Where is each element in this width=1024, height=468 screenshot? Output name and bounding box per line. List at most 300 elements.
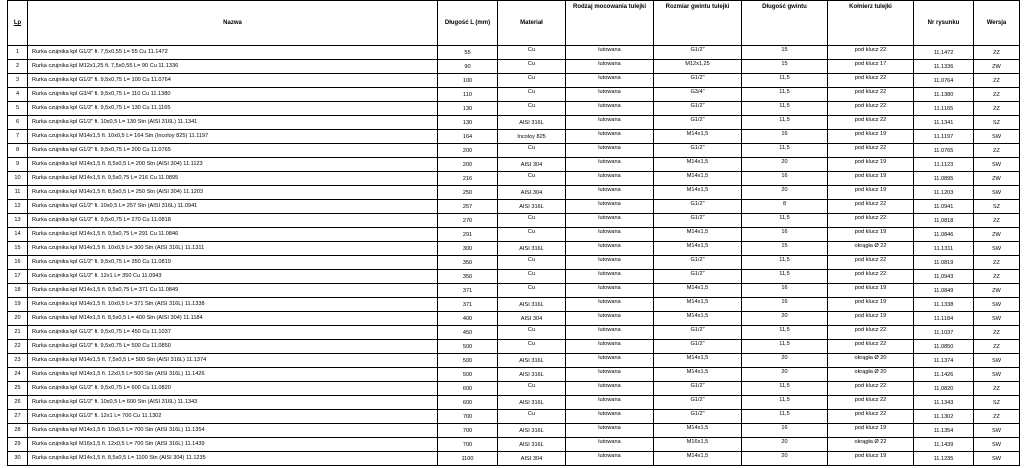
cell-collar: pod klucz 19 (828, 284, 914, 298)
cell-material: AISI 316L (498, 438, 566, 452)
cell-drawing: 11.1354 (914, 424, 974, 438)
cell-version: SW (974, 242, 1020, 256)
header-version: Wersja (974, 1, 1020, 46)
cell-drawing: 11.0846 (914, 228, 974, 242)
cell-name: Rurka czujnika kpl M14x1,5 fi. 10x0,5 L= 300 Stn (AISI 316L) 11.1311 (28, 242, 438, 256)
cell-lp: 7 (8, 130, 28, 144)
cell-thread-length: 16 (742, 228, 828, 242)
table-row (8, 200, 1020, 214)
cell-version: SW (974, 186, 1020, 200)
cell-length: 100 (438, 74, 498, 88)
cell-thread-size: G1/2" (654, 382, 742, 396)
cell-name: Rurka czujnika kpl G1/2" fi. 9,5x0,75 L= 450 Cu 11.1037 (28, 326, 438, 340)
cell-collar: pod klucz 22 (828, 46, 914, 60)
cell-collar: pod klucz 22 (828, 410, 914, 424)
cell-thread-size: G1/2" (654, 410, 742, 424)
cell-length: 500 (438, 368, 498, 382)
cell-mount: lutowana (566, 214, 654, 228)
cell-material: AISI 316L (498, 200, 566, 214)
table-row (8, 228, 1020, 242)
cell-thread-size: M12x1,25 (654, 60, 742, 74)
cell-mount: lutowana (566, 298, 654, 312)
cell-name: Rurka czujnika kpl M14x1,5 fi. 10x0,5 L= 700 Stn (AISI 316L) 11.1354 (28, 424, 438, 438)
cell-drawing: 11.0765 (914, 144, 974, 158)
cell-name: Rurka czujnika kpl M14x1,5 fi. 10x0,5 L= 164 Stn (Incoloy 825) 11.1197 (28, 130, 438, 144)
cell-length: 200 (438, 144, 498, 158)
cell-name: Rurka czujnika kpl G1/2" fi. 10x0,5 L= 130 Stn (AISI 316L) 11.1341 (28, 116, 438, 130)
cell-material: Cu (498, 102, 566, 116)
header-material: Materiał (498, 1, 566, 46)
cell-version: ZZ (974, 410, 1020, 424)
header-lp: Lp (8, 1, 28, 46)
cell-length: 250 (438, 186, 498, 200)
table-row (8, 116, 1020, 130)
table-row (8, 396, 1020, 410)
header-drawing: Nr rysunku (914, 1, 974, 46)
cell-version: ZZ (974, 326, 1020, 340)
parts-table (7, 0, 1020, 466)
cell-mount: lutowana (566, 242, 654, 256)
header-mount: Rodzaj mocowania tulejki (566, 1, 654, 46)
cell-name: Rurka czujnika kpl M14x1,5 fi. 8,5x0,5 L= 400 Stn (AISI 304) 11.1184 (28, 312, 438, 326)
cell-length: 216 (438, 172, 498, 186)
table-row (8, 312, 1020, 326)
cell-version: SW (974, 438, 1020, 452)
cell-lp: 14 (8, 228, 28, 242)
cell-thread-size: M14x1,5 (654, 172, 742, 186)
cell-lp: 19 (8, 298, 28, 312)
cell-length: 110 (438, 88, 498, 102)
cell-mount: lutowana (566, 438, 654, 452)
cell-material: Cu (498, 382, 566, 396)
cell-thread-size: G1/2" (654, 144, 742, 158)
cell-material: AISI 304 (498, 312, 566, 326)
cell-name: Rurka czujnika kpl M14x1,5 fi. 10x0,5 L= 371 Stn (AISI 316L) 11.1338 (28, 298, 438, 312)
cell-name: Rurka czujnika kpl G1/2" fi. 9,5x0,75 L= 350 Cu 11.0819 (28, 256, 438, 270)
cell-material: Cu (498, 214, 566, 228)
cell-drawing: 11.1203 (914, 186, 974, 200)
cell-thread-size: G1/2" (654, 214, 742, 228)
cell-lp: 23 (8, 354, 28, 368)
cell-version: SW (974, 158, 1020, 172)
cell-mount: lutowana (566, 200, 654, 214)
cell-mount: lutowana (566, 368, 654, 382)
cell-name: Rurka czujnika kpl G1/2" fi. 9,5x0,75 L= 270 Cu 11.0818 (28, 214, 438, 228)
cell-name: Rurka czujnika kpl M12x1,25 fi. 7,5x0,55 L= 90 Cu 11.1336 (28, 60, 438, 74)
cell-lp: 27 (8, 410, 28, 424)
cell-thread-size: G1/2" (654, 200, 742, 214)
cell-lp: 18 (8, 284, 28, 298)
cell-mount: lutowana (566, 354, 654, 368)
cell-drawing: 11.1165 (914, 102, 974, 116)
cell-version: SZ (974, 200, 1020, 214)
cell-name: Rurka czujnika kpl G1/2" fi. 12x1 L= 350 Cu 11.0943 (28, 270, 438, 284)
cell-thread-length: 20 (742, 438, 828, 452)
cell-thread-length: 11,5 (742, 270, 828, 284)
cell-name: Rurka czujnika kpl G1/2" fi. 9,5x0,75 L= 130 Cu 11.1165 (28, 102, 438, 116)
header-thread-length: Długość gwintu (742, 1, 828, 46)
cell-name: Rurka czujnika kpl G1/2" fi. 7,5x0,55 L= 55 Cu 11.1472 (28, 46, 438, 60)
cell-mount: lutowana (566, 74, 654, 88)
header-name: Nazwa (28, 1, 438, 46)
cell-length: 350 (438, 270, 498, 284)
cell-collar: pod klucz 19 (828, 452, 914, 466)
cell-thread-size: G3/4" (654, 88, 742, 102)
cell-lp: 12 (8, 200, 28, 214)
cell-length: 400 (438, 312, 498, 326)
cell-mount: lutowana (566, 60, 654, 74)
cell-thread-length: 15 (742, 46, 828, 60)
cell-drawing: 11.1472 (914, 46, 974, 60)
cell-thread-length: 11,5 (742, 88, 828, 102)
header-thread-size: Rozmiar gwintu tulejki (654, 1, 742, 46)
cell-drawing: 11.1311 (914, 242, 974, 256)
cell-thread-size: G1/2" (654, 46, 742, 60)
cell-drawing: 11.0818 (914, 214, 974, 228)
cell-length: 130 (438, 102, 498, 116)
cell-mount: lutowana (566, 284, 654, 298)
cell-name: Rurka czujnika kpl G3/4" fi. 9,5x0,75 L= 110 Cu 11.1380 (28, 88, 438, 102)
cell-lp: 28 (8, 424, 28, 438)
cell-version: ZZ (974, 382, 1020, 396)
cell-name: Rurka czujnika kpl M14x1,5 fi. 9,5x0,75 L= 291 Cu 11.0846 (28, 228, 438, 242)
cell-lp: 17 (8, 270, 28, 284)
cell-lp: 25 (8, 382, 28, 396)
cell-collar: pod klucz 22 (828, 382, 914, 396)
cell-drawing: 11.1380 (914, 88, 974, 102)
cell-version: SW (974, 312, 1020, 326)
cell-lp: 13 (8, 214, 28, 228)
cell-mount: lutowana (566, 130, 654, 144)
cell-lp: 22 (8, 340, 28, 354)
cell-mount: lutowana (566, 424, 654, 438)
cell-drawing: 11.0850 (914, 340, 974, 354)
cell-version: SW (974, 368, 1020, 382)
cell-material: AISI 304 (498, 452, 566, 466)
cell-mount: lutowana (566, 186, 654, 200)
cell-lp: 5 (8, 102, 28, 116)
cell-drawing: 11.0819 (914, 256, 974, 270)
table-row (8, 354, 1020, 368)
table-row (8, 214, 1020, 228)
cell-lp: 10 (8, 172, 28, 186)
cell-drawing: 11.0941 (914, 200, 974, 214)
cell-drawing: 11.1235 (914, 452, 974, 466)
cell-material: AISI 316L (498, 298, 566, 312)
table-row (8, 424, 1020, 438)
table-row (8, 158, 1020, 172)
cell-version: SZ (974, 396, 1020, 410)
cell-version: ZZ (974, 270, 1020, 284)
table-row (8, 130, 1020, 144)
cell-collar: pod klucz 22 (828, 200, 914, 214)
header-length: Długość L (mm) (438, 1, 498, 46)
cell-thread-size: G1/2" (654, 340, 742, 354)
cell-lp: 4 (8, 88, 28, 102)
cell-material: AISI 304 (498, 158, 566, 172)
cell-length: 1100 (438, 452, 498, 466)
cell-material: Cu (498, 60, 566, 74)
header-row (8, 1, 1020, 46)
cell-thread-length: 20 (742, 186, 828, 200)
cell-length: 371 (438, 298, 498, 312)
cell-thread-size: G1/2" (654, 116, 742, 130)
cell-collar: pod klucz 19 (828, 228, 914, 242)
cell-collar: pod klucz 22 (828, 396, 914, 410)
cell-version: SW (974, 452, 1020, 466)
cell-thread-length: 15 (742, 60, 828, 74)
cell-name: Rurka czujnika kpl G1/2" fi. 9,5x0,75 L= 500 Cu 11.0850 (28, 340, 438, 354)
cell-thread-length: 16 (742, 424, 828, 438)
cell-length: 700 (438, 410, 498, 424)
cell-mount: lutowana (566, 116, 654, 130)
header-collar: Kołnierz tulejki (828, 1, 914, 46)
cell-thread-length: 11,5 (742, 214, 828, 228)
table-row (8, 410, 1020, 424)
cell-mount: lutowana (566, 326, 654, 340)
cell-thread-size: M14x1,5 (654, 298, 742, 312)
cell-version: ZZ (974, 74, 1020, 88)
cell-length: 291 (438, 228, 498, 242)
cell-material: Cu (498, 256, 566, 270)
cell-length: 130 (438, 116, 498, 130)
cell-version: ZW (974, 228, 1020, 242)
cell-length: 500 (438, 340, 498, 354)
cell-version: SW (974, 130, 1020, 144)
cell-name: Rurka czujnika kpl M14x1,5 fi. 8,5x0,5 L= 200 Stn (AISI 304) 11.1123 (28, 158, 438, 172)
spreadsheet (7, 0, 1020, 466)
cell-name: Rurka czujnika kpl M14x1,5 fi. 8,5x0,5 L= 1100 Stn (AISI 304) 11.1235 (28, 452, 438, 466)
cell-version: SZ (974, 116, 1020, 130)
cell-thread-length: 20 (742, 452, 828, 466)
cell-collar: pod klucz 19 (828, 130, 914, 144)
cell-thread-size: G1/2" (654, 102, 742, 116)
cell-name: Rurka czujnika kpl G1/2" fi. 9,5x0,75 L= 600 Cu 11.0820 (28, 382, 438, 396)
cell-material: AISI 316L (498, 242, 566, 256)
cell-name: Rurka czujnika kpl M16x1,5 fi. 12x0,5 L= 700 Stn (AISI 316L) 11.1439 (28, 438, 438, 452)
cell-length: 270 (438, 214, 498, 228)
cell-version: SW (974, 298, 1020, 312)
cell-lp: 3 (8, 74, 28, 88)
cell-material: AISI 316L (498, 116, 566, 130)
cell-version: ZZ (974, 340, 1020, 354)
cell-material: Incoloy 825 (498, 130, 566, 144)
cell-thread-length: 16 (742, 172, 828, 186)
cell-drawing: 11.0764 (914, 74, 974, 88)
cell-name: Rurka czujnika kpl G1/2" fi. 10x0,5 L= 600 Stn (AISI 316L) 11.1343 (28, 396, 438, 410)
table-row (8, 256, 1020, 270)
cell-thread-length: 16 (742, 130, 828, 144)
cell-lp: 26 (8, 396, 28, 410)
cell-version: SW (974, 354, 1020, 368)
cell-version: ZZ (974, 144, 1020, 158)
cell-drawing: 11.0820 (914, 382, 974, 396)
cell-collar: pod klucz 22 (828, 340, 914, 354)
table-row (8, 452, 1020, 466)
cell-version: ZZ (974, 46, 1020, 60)
cell-thread-size: G1/2" (654, 396, 742, 410)
cell-thread-size: M14x1,5 (654, 312, 742, 326)
cell-drawing: 11.1336 (914, 60, 974, 74)
cell-material: AISI 316L (498, 354, 566, 368)
cell-collar: pod klucz 22 (828, 102, 914, 116)
cell-thread-length: 16 (742, 284, 828, 298)
cell-thread-length: 20 (742, 312, 828, 326)
cell-collar: pod klucz 22 (828, 144, 914, 158)
cell-length: 350 (438, 256, 498, 270)
cell-thread-length: 8 (742, 200, 828, 214)
cell-thread-size: M14x1,5 (654, 368, 742, 382)
cell-mount: lutowana (566, 102, 654, 116)
table-row (8, 172, 1020, 186)
cell-version: ZZ (974, 102, 1020, 116)
cell-mount: lutowana (566, 158, 654, 172)
table-row (8, 382, 1020, 396)
table-row (8, 298, 1020, 312)
cell-collar: okrągła Ø 20 (828, 354, 914, 368)
cell-mount: lutowana (566, 256, 654, 270)
cell-version: ZZ (974, 256, 1020, 270)
cell-thread-size: M14x1,5 (654, 424, 742, 438)
cell-thread-size: G1/2" (654, 256, 742, 270)
cell-material: Cu (498, 88, 566, 102)
cell-collar: pod klucz 19 (828, 186, 914, 200)
cell-mount: lutowana (566, 382, 654, 396)
cell-name: Rurka czujnika kpl G1/2" fi. 9,5x0,75 L= 100 Cu 11.0764 (28, 74, 438, 88)
cell-thread-size: M14x1,5 (654, 228, 742, 242)
cell-material: Cu (498, 172, 566, 186)
cell-length: 164 (438, 130, 498, 144)
table-row (8, 438, 1020, 452)
cell-length: 500 (438, 354, 498, 368)
cell-collar: okrągła Ø 22 (828, 438, 914, 452)
cell-drawing: 11.1374 (914, 354, 974, 368)
cell-material: Cu (498, 270, 566, 284)
cell-drawing: 11.1338 (914, 298, 974, 312)
cell-thread-length: 15 (742, 242, 828, 256)
cell-thread-length: 11,5 (742, 116, 828, 130)
cell-drawing: 11.0895 (914, 172, 974, 186)
cell-material: Cu (498, 410, 566, 424)
cell-name: Rurka czujnika kpl M14x1,5 fi. 12x0,5 L= 500 Stn (AISI 316L) 11.1426 (28, 368, 438, 382)
cell-thread-size: M14x1,5 (654, 284, 742, 298)
cell-lp: 1 (8, 46, 28, 60)
table-row (8, 186, 1020, 200)
cell-material: AISI 304 (498, 186, 566, 200)
cell-drawing: 11.1302 (914, 410, 974, 424)
table-row (8, 284, 1020, 298)
cell-name: Rurka czujnika kpl M14x1,5 fi. 9,5x0,75 L= 371 Cu 11.0849 (28, 284, 438, 298)
cell-name: Rurka czujnika kpl G1/2" fi. 10x0,5 L= 257 Stn (AISI 316L) 11.0941 (28, 200, 438, 214)
cell-collar: pod klucz 22 (828, 326, 914, 340)
table-row (8, 88, 1020, 102)
cell-lp: 20 (8, 312, 28, 326)
cell-mount: lutowana (566, 270, 654, 284)
cell-drawing: 11.1341 (914, 116, 974, 130)
table-row (8, 144, 1020, 158)
cell-version: ZW (974, 60, 1020, 74)
table-row (8, 46, 1020, 60)
cell-name: Rurka czujnika kpl G1/2" fi. 9,5x0,75 L= 200 Cu 11.0765 (28, 144, 438, 158)
cell-lp: 24 (8, 368, 28, 382)
cell-mount: lutowana (566, 396, 654, 410)
cell-collar: pod klucz 22 (828, 214, 914, 228)
cell-drawing: 11.1123 (914, 158, 974, 172)
cell-collar: pod klucz 22 (828, 256, 914, 270)
cell-mount: lutowana (566, 144, 654, 158)
cell-length: 200 (438, 158, 498, 172)
cell-thread-length: 16 (742, 298, 828, 312)
cell-material: AISI 316L (498, 424, 566, 438)
cell-mount: lutowana (566, 410, 654, 424)
cell-lp: 30 (8, 452, 28, 466)
cell-collar: pod klucz 22 (828, 74, 914, 88)
cell-name: Rurka czujnika kpl M14x1,5 fi. 8,5x0,5 L= 250 Stn (AISI 304) 11.1203 (28, 186, 438, 200)
table-row (8, 102, 1020, 116)
cell-length: 300 (438, 242, 498, 256)
cell-thread-size: M14x1,5 (654, 158, 742, 172)
table-row (8, 74, 1020, 88)
table-body (8, 46, 1020, 466)
cell-collar: okrągła Ø 20 (828, 368, 914, 382)
cell-collar: pod klucz 19 (828, 424, 914, 438)
table-row (8, 270, 1020, 284)
cell-thread-size: M16x1,5 (654, 438, 742, 452)
cell-material: Cu (498, 46, 566, 60)
cell-material: Cu (498, 284, 566, 298)
cell-mount: lutowana (566, 172, 654, 186)
cell-collar: pod klucz 19 (828, 158, 914, 172)
cell-thread-size: M14x1,5 (654, 186, 742, 200)
cell-thread-length: 11,5 (742, 340, 828, 354)
cell-mount: lutowana (566, 88, 654, 102)
cell-collar: pod klucz 22 (828, 270, 914, 284)
cell-thread-size: M14x1,5 (654, 354, 742, 368)
cell-collar: pod klucz 19 (828, 312, 914, 326)
cell-drawing: 11.1439 (914, 438, 974, 452)
cell-length: 450 (438, 326, 498, 340)
cell-lp: 29 (8, 438, 28, 452)
cell-version: ZZ (974, 88, 1020, 102)
cell-thread-size: G1/2" (654, 270, 742, 284)
cell-collar: okrągła Ø 22 (828, 242, 914, 256)
cell-length: 257 (438, 200, 498, 214)
table-row (8, 326, 1020, 340)
cell-thread-size: M14x1,5 (654, 130, 742, 144)
cell-drawing: 11.1037 (914, 326, 974, 340)
cell-collar: pod klucz 22 (828, 116, 914, 130)
cell-thread-length: 11,5 (742, 74, 828, 88)
cell-version: ZW (974, 284, 1020, 298)
cell-thread-length: 20 (742, 354, 828, 368)
cell-lp: 11 (8, 186, 28, 200)
cell-collar: pod klucz 19 (828, 172, 914, 186)
cell-material: Cu (498, 340, 566, 354)
cell-length: 700 (438, 424, 498, 438)
cell-length: 600 (438, 382, 498, 396)
cell-thread-length: 11,5 (742, 382, 828, 396)
cell-name: Rurka czujnika kpl M14x1,5 fi. 7,5x0,5 L= 500 Stn (AISI 316L) 11.1374 (28, 354, 438, 368)
cell-material: Cu (498, 144, 566, 158)
cell-drawing: 11.0849 (914, 284, 974, 298)
cell-lp: 9 (8, 158, 28, 172)
cell-mount: lutowana (566, 340, 654, 354)
table-row (8, 60, 1020, 74)
cell-drawing: 11.1343 (914, 396, 974, 410)
cell-length: 700 (438, 438, 498, 452)
cell-thread-size: G1/2" (654, 74, 742, 88)
cell-lp: 6 (8, 116, 28, 130)
